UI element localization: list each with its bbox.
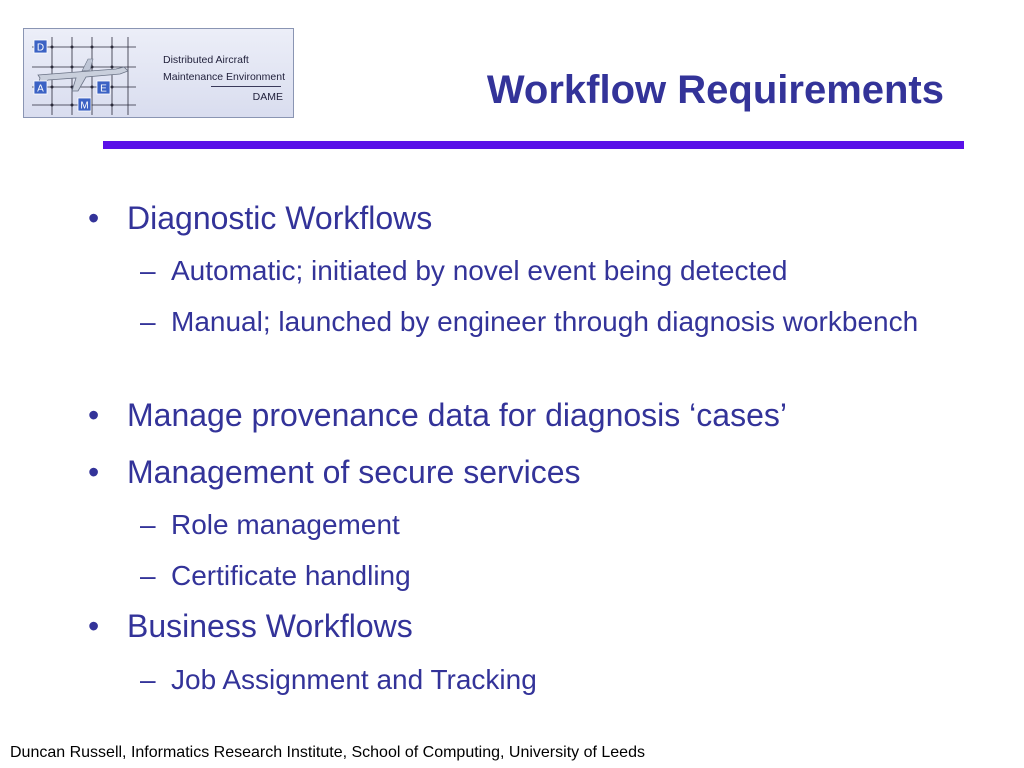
sub-bullet-item: [140, 556, 411, 595]
bullet-marker: •: [88, 200, 100, 236]
bullet-item: [88, 608, 413, 645]
bullet-marker: •: [88, 608, 100, 644]
sub-bullet-text: Certificate handling: [171, 560, 411, 591]
bullet-text: Management of secure services: [127, 454, 581, 490]
slide-footer: Duncan Russell, Informatics Research Institute, School of Computing, University of Leeds: [10, 744, 645, 761]
logo-letter-d: D: [36, 42, 45, 54]
sub-bullet-item: [140, 660, 537, 699]
bullet-item: [88, 200, 433, 237]
logo-letter-e: E: [100, 83, 107, 95]
logo-line-distributed-aircraft: Distributed Aircraft: [163, 54, 249, 66]
bullet-marker: •: [88, 454, 100, 490]
bullet-text: Diagnostic Workflows: [127, 200, 433, 236]
bullet-text: Business Workflows: [127, 608, 413, 644]
slide-title: Workflow Requirements: [486, 68, 944, 112]
sub-bullet-text: Role management: [171, 509, 400, 540]
dash-marker: –: [140, 509, 156, 540]
bullet-marker: •: [88, 397, 100, 433]
sub-bullet-text: Automatic; initiated by novel event being detected: [171, 255, 788, 286]
logo-letter-m: M: [80, 100, 89, 112]
bullet-item: [88, 397, 787, 434]
dash-marker: –: [140, 306, 156, 337]
dash-marker: –: [140, 664, 156, 695]
bullet-item: [88, 454, 581, 491]
logo-line-maintenance-environment: Maintenance Environment: [163, 71, 285, 83]
logo-line-dame: DAME: [252, 91, 283, 103]
sub-bullet-item: [140, 505, 400, 544]
sub-bullet-text: Manual; launched by engineer through diagnosis workbench: [171, 306, 919, 337]
sub-bullet-item: [140, 302, 931, 341]
bullet-text: Manage provenance data for diagnosis ‘cases’: [127, 397, 787, 433]
sub-bullet-item: [140, 251, 788, 290]
dash-marker: –: [140, 560, 156, 591]
sub-bullet-text: Job Assignment and Tracking: [171, 664, 537, 695]
dash-marker: –: [140, 255, 156, 286]
logo-letter-a: A: [37, 83, 44, 95]
